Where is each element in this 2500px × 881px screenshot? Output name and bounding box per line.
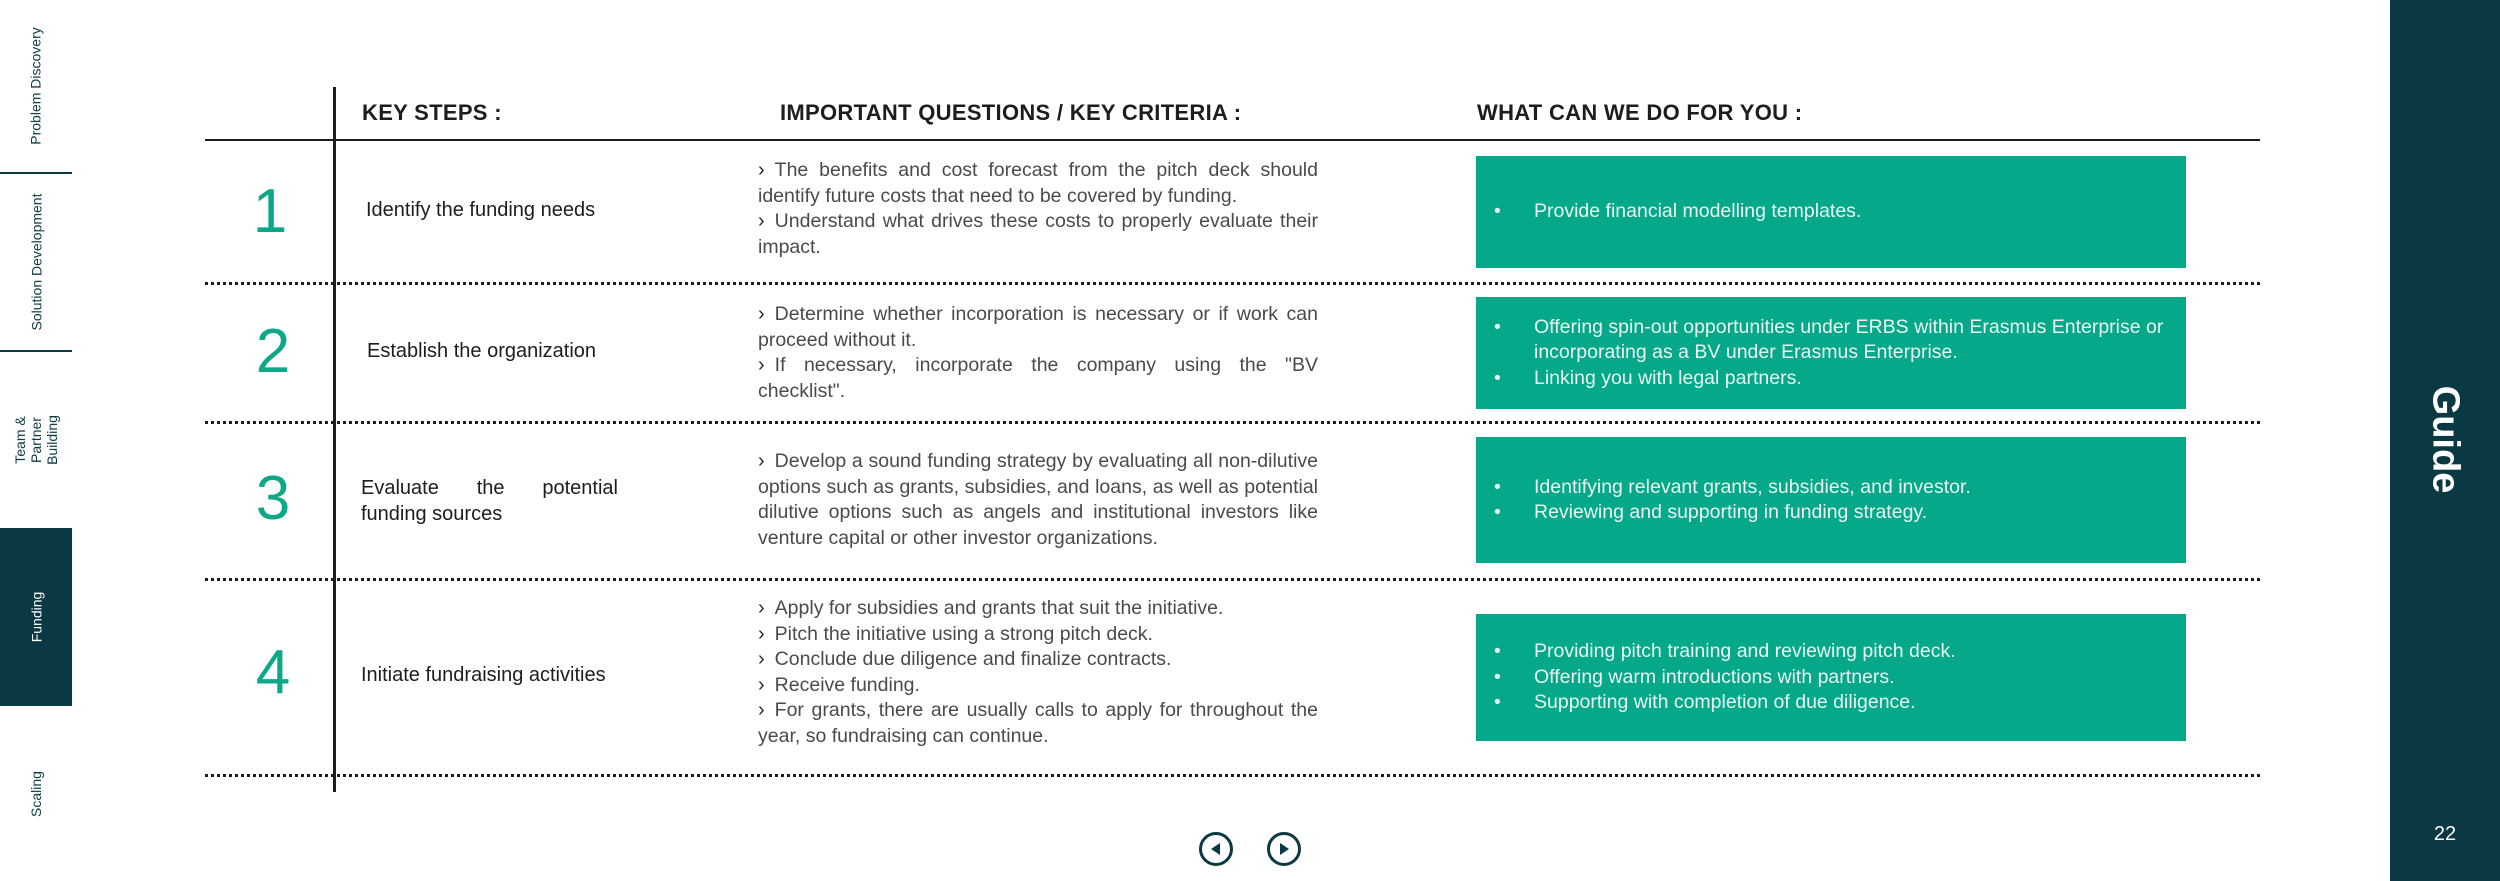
step-number: 1 — [252, 177, 288, 246]
nav-item-problem-discovery[interactable] — [0, 0, 72, 172]
help-item: • Providing pitch training and reviewing pitch deck. — [1494, 639, 2176, 665]
help-box — [1476, 614, 2186, 741]
header-rule — [205, 139, 2260, 141]
question-item: › Pitch the initiative using a strong pitch deck. — [758, 622, 1153, 645]
questions-list — [758, 158, 1318, 260]
chevron-icon: › — [758, 648, 765, 670]
help-item: • Offering spin-out opportunities under ERBS within Erasmus Enterprise or incorporating as a BV under Erasmus Enterprise. — [1494, 315, 2176, 366]
arrow-left-icon — [1208, 841, 1224, 857]
question-item: › Understand what drives these costs to properly evaluate their impact. — [758, 210, 1318, 258]
step-number: 4 — [255, 638, 291, 707]
arrow-right-icon — [1276, 841, 1292, 857]
nav-item-solution-development[interactable] — [0, 174, 72, 350]
nav-item-team-partner-building[interactable] — [0, 352, 72, 528]
step-title: Initiate fundraising activities — [361, 664, 606, 686]
step-title-continued: funding sources — [361, 503, 503, 525]
chevron-icon: › — [758, 673, 765, 696]
question-item: › Determine whether incorporation is necessary or if work can proceed without it. — [758, 303, 1318, 351]
help-box — [1476, 297, 2186, 409]
next-page-button[interactable] — [1267, 832, 1301, 866]
nav-item-scaling[interactable] — [0, 706, 72, 881]
bullet-icon: • — [1494, 691, 1501, 714]
help-item: • Reviewing and supporting in funding strategy. — [1494, 500, 2176, 526]
header-help: WHAT CAN WE DO FOR YOU : — [1477, 100, 1803, 125]
question-item: › If necessary, incorporate the company using the "BV checklist". — [758, 354, 1318, 402]
question-item: › Receive funding. — [758, 673, 920, 696]
nav-label: Funding — [28, 591, 44, 643]
chevron-icon: › — [758, 354, 765, 376]
chevron-icon: › — [758, 622, 765, 645]
step-title: Identify the funding needs — [366, 199, 596, 221]
step-number: 3 — [255, 464, 291, 533]
chevron-icon: › — [758, 450, 765, 472]
row-separator — [205, 774, 2260, 777]
bullet-icon: • — [1494, 640, 1501, 663]
help-item: • Linking you with legal partners. — [1494, 366, 2176, 392]
column-divider — [333, 87, 336, 792]
chevron-icon: › — [758, 159, 765, 181]
questions-list — [758, 449, 1318, 551]
question-item: › The benefits and cost forecast from the pitch deck should identify future costs that need to be covered by funding. — [758, 159, 1318, 207]
question-item: › Develop a sound funding strategy by evaluating all non-dilutive options such as grants, subsidies, and loans, as well as potential dilutive options such as angels and institutional investors like venture capital or other investor organizations. — [758, 450, 1318, 549]
section-nav — [0, 0, 72, 881]
help-box — [1476, 156, 2186, 268]
question-item: › Conclude due diligence and finalize contracts. — [758, 648, 1172, 670]
nav-label: Team & Partner Building — [12, 415, 60, 465]
bullet-icon: • — [1494, 501, 1501, 523]
chevron-icon: › — [758, 210, 765, 232]
header-key-steps: KEY STEPS : — [362, 100, 502, 125]
help-item: • Identifying relevant grants, subsidies, and investor. — [1494, 475, 2176, 501]
nav-label: Solution Development — [28, 193, 45, 331]
help-item: • Supporting with completion of due diligence. — [1494, 690, 2176, 716]
questions-list — [758, 596, 1318, 749]
bullet-icon: • — [1494, 200, 1501, 223]
header-questions: IMPORTANT QUESTIONS / KEY CRITERIA : — [780, 100, 1242, 125]
guide-title: Guide — [2424, 385, 2467, 494]
step-title: Evaluate the potential — [361, 477, 618, 499]
chevron-icon: › — [758, 699, 765, 721]
step-title: Establish the organization — [367, 340, 597, 362]
row-separator — [205, 421, 2260, 424]
help-box — [1476, 437, 2186, 563]
bullet-icon: • — [1494, 665, 1501, 688]
bullet-icon: • — [1494, 366, 1501, 389]
step-number: 2 — [255, 317, 291, 386]
row-separator — [205, 282, 2260, 285]
chevron-icon: › — [758, 303, 765, 325]
nav-label: Problem Discovery — [28, 27, 45, 145]
bullet-icon: • — [1494, 315, 1501, 338]
row-separator — [205, 578, 2260, 581]
nav-item-funding[interactable] — [0, 528, 72, 706]
help-item: • Provide financial modelling templates. — [1494, 199, 2176, 225]
bullet-icon: • — [1494, 475, 1501, 498]
question-item: › Apply for subsidies and grants that suit the initiative. — [758, 597, 1224, 619]
questions-list — [758, 302, 1318, 404]
page-number: 22 — [2433, 823, 2457, 845]
previous-page-button[interactable] — [1199, 832, 1233, 866]
chevron-icon: › — [758, 597, 765, 619]
help-item: • Offering warm introductions with partners. — [1494, 665, 2176, 691]
nav-label: Scaling — [27, 770, 44, 817]
question-item: › For grants, there are usually calls to apply for throughout the year, so fundraising can continue. — [758, 699, 1318, 747]
